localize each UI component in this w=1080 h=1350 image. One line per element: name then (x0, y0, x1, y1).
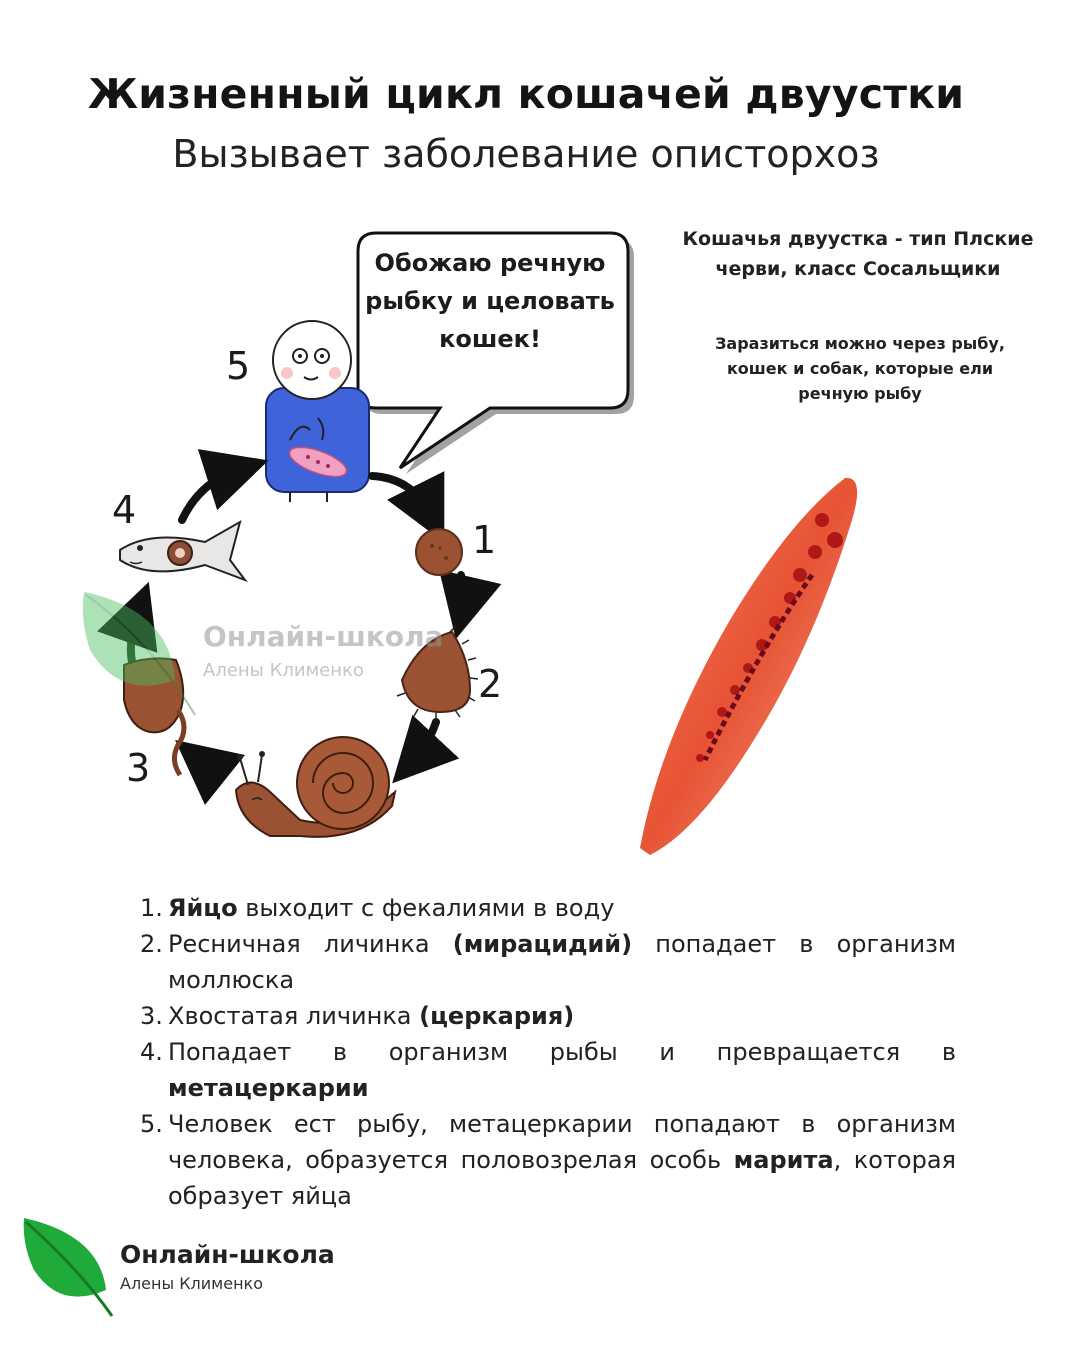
step-number: 3. (140, 1002, 163, 1030)
step-text: Хвостатая личинка (церкария) (168, 1002, 575, 1030)
snail-illustration (236, 737, 395, 837)
classification-note: Кошачья двуустка - тип Плские черви, класс Сосальщики (682, 228, 1034, 280)
logo-title: Онлайн-школа (120, 1240, 335, 1269)
step-text: Попадает в организм рыбы и превращается в метацеркарии (168, 1038, 956, 1102)
stage-number-1: 1 (472, 518, 497, 562)
step-item (140, 926, 956, 998)
step-text: Яйцо выходит с фекалиями в воду (168, 894, 615, 922)
arrow-snail-to-3 (200, 760, 224, 774)
steps-list (140, 890, 956, 1214)
person-illustration (266, 321, 369, 502)
step-number: 2. (140, 930, 163, 958)
adult-fluke-illustration (640, 478, 857, 855)
arrow-1-to-2 (461, 575, 464, 608)
infection-note: Заразиться можно через рыбу, кошек и собак, которые ели речную рыбу (715, 334, 1005, 403)
step-text: Человек ест рыбу, метацеркарии попадают в организм человека, образуется половозрелая особь марита, которая образует яйца (168, 1110, 956, 1210)
stage-number-4: 4 (112, 488, 137, 532)
egg-illustration (416, 529, 462, 575)
page-title: Жизненный цикл кошачей двуустки (87, 70, 965, 118)
step-number: 1. (140, 894, 163, 922)
logo-subtitle: Алены Клименко (120, 1274, 264, 1293)
watermark-title: Онлайн-школа (203, 620, 444, 653)
logo-leaf-icon (24, 1218, 112, 1316)
stage-number-2: 2 (478, 662, 503, 706)
watermark-subtitle: Алены Клименко (203, 660, 364, 681)
step-item (140, 998, 956, 1034)
page-subtitle: Вызывает заболевание описторхоз (172, 132, 880, 176)
stage-number-5: 5 (226, 344, 251, 388)
step-number: 5. (140, 1110, 163, 1138)
arrow-4-to-5 (182, 470, 238, 520)
arrow-2-to-3 (414, 722, 436, 760)
speech-bubble-text: Обожаю речную рыбку и целовать кошек! (365, 249, 615, 353)
step-text: Ресничная личинка (мирацидий) попадает в организм моллюска (168, 930, 956, 994)
step-item (140, 1106, 956, 1214)
step-item (140, 1034, 956, 1106)
stage-number-3: 3 (126, 746, 151, 790)
step-item (140, 890, 956, 926)
step-number: 4. (140, 1038, 163, 1066)
fish-illustration (120, 522, 245, 580)
arrow-5-to-1 (372, 476, 430, 514)
